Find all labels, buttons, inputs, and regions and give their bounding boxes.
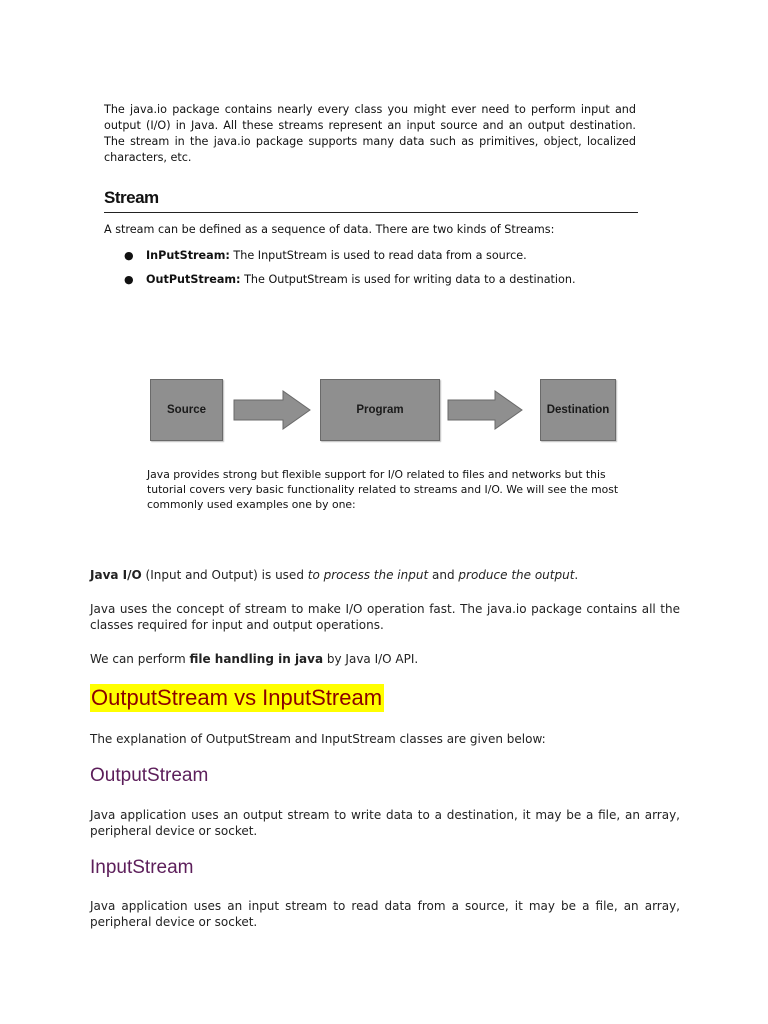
- bullet-text: The OutputStream is used for writing data to a destination.: [240, 273, 576, 286]
- destination-label: Destination: [546, 404, 610, 416]
- outputstream-paragraph: Java application uses an output stream to write data to a destination, it may be a file, an array, peripheral device or socket.: [90, 808, 680, 838]
- text-span: and: [428, 568, 459, 582]
- file-handling-term: file handling in java: [189, 652, 324, 666]
- bullet-dot: ●: [124, 273, 134, 286]
- inputstream-heading: InputStream: [90, 857, 194, 878]
- stream-definition: A stream can be defined as a sequence of data. There are two kinds of Streams:: [104, 223, 555, 236]
- diagram-caption: Java provides strong but flexible support for I/O related to files and networks but this tutorial covers very basic functionality related to streams and I/O. We will see the most commonly used examples one by one:: [147, 468, 619, 511]
- bullet-dot: ●: [124, 249, 134, 262]
- stream-heading: Stream: [104, 188, 638, 213]
- text-span: (Input and Output) is used: [141, 568, 308, 582]
- java-io-paragraph: [90, 567, 680, 583]
- program-box: [320, 379, 440, 441]
- bullet-inputstream: [124, 248, 644, 264]
- emphasis-produce: produce the output: [458, 568, 575, 582]
- intro-paragraph: The java.io package contains nearly every class you might ever need to perform input and output (I/O) in Java. All these streams represent an input source and an output destination. The stream in the java.io package supports many data such as primitives, object, localized characters, etc.: [104, 103, 636, 164]
- java-io-term: Java I/O: [90, 568, 142, 582]
- destination-box: [540, 379, 616, 441]
- stream-concept-paragraph: Java uses the concept of stream to make I/O operation fast. The java.io package contains all the classes required for input and output operations.: [90, 602, 680, 632]
- outputstream-heading: OutputStream: [90, 765, 209, 786]
- inputstream-paragraph: Java application uses an input stream to read data from a source, it may be a file, an array, peripheral device or socket.: [90, 899, 680, 929]
- program-label: Program: [356, 404, 404, 416]
- file-handling-paragraph: [90, 651, 680, 667]
- bullet-outputstream: [124, 272, 644, 288]
- source-label: Source: [167, 404, 206, 416]
- emphasis-process: to process the input: [307, 568, 429, 582]
- arrow-icon: [233, 390, 311, 430]
- bullet-term: OutPutStream:: [146, 273, 241, 286]
- text-span: We can perform: [90, 652, 190, 666]
- comparison-heading: OutputStream vs InputStream: [91, 685, 383, 710]
- bullet-text: The InputStream is used to read data from a source.: [229, 249, 527, 262]
- bullet-term: InPutStream:: [146, 249, 230, 262]
- text-span: .: [574, 568, 579, 582]
- arrow-icon: [447, 390, 523, 430]
- source-box: [150, 379, 223, 441]
- comparison-intro: The explanation of OutputStream and InputStream classes are given below:: [90, 732, 546, 746]
- text-span: by Java I/O API.: [323, 652, 419, 666]
